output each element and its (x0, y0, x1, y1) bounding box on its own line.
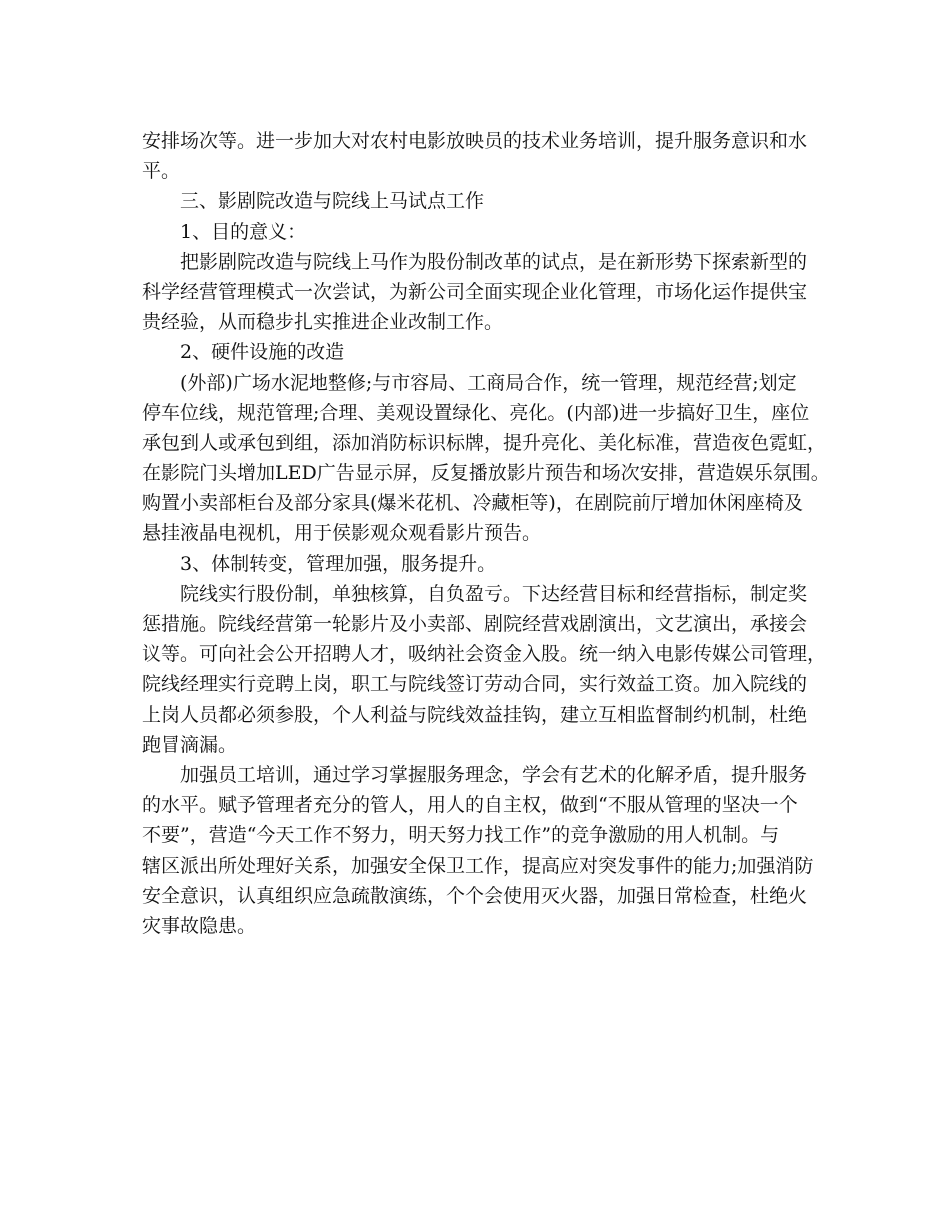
text-line: 平。 (142, 160, 181, 183)
section-heading: 三、影剧院改造与院线上马试点工作 (180, 190, 485, 213)
text-line: 停车位线，规范管理;合理、美观设置绿化、亮化。(内部)进一步搞好卫生，座位 (142, 401, 810, 424)
text-line: 辖区派出所处理好关系，加强安全保卫工作，提高应对突发事件的能力;加强消防 (142, 854, 814, 877)
document-body (142, 126, 830, 941)
text-line: 上岗人员都必须参股，个人利益与院线效益挂钩，建立互相监督制约机制，杜绝 (142, 703, 808, 726)
subsection-heading: 3、体制转变，管理加强，服务提升。 (180, 552, 497, 575)
text-line: 科学经营管理模式一次尝试，为新公司全面实现企业化管理，市场化运作提供宝 (142, 280, 808, 303)
text-line: (外部)广场水泥地整修;与市容局、工商局合作，统一管理，规范经营;划定 (180, 371, 797, 394)
text-line: 加强员工培训，通过学习掌握服务理念，学会有艺术的化解矛盾，提升服务 (180, 763, 808, 786)
subsection-heading: 2、硬件设施的改造 (180, 341, 345, 364)
text-line: 购置小卖部柜台及部分家具(爆米花机、冷藏柜等)，在剧院前厅增加休闲座椅及 (142, 492, 803, 515)
text-line: 在影院门头增加LED广告显示屏，反复播放影片预告和场次安排，营造娱乐氛围。 (142, 462, 830, 485)
text-line: 安排场次等。进一步加大对农村电影放映员的技术业务培训，提升服务意识和水 (142, 130, 808, 152)
text-line: 悬挂液晶电视机，用于侯影观众观看影片预告。 (142, 522, 542, 545)
text-line: 院线经理实行竞聘上岗，职工与院线签订劳动合同，实行效益工资。加入院线的 (142, 673, 808, 696)
text-line: 的水平。赋予管理者充分的管人，用人的自主权，做到“不服从管理的坚决一个 (142, 794, 798, 817)
text-line: 惩措施。院线经营第一轮影片及小卖部、剧院经营戏剧演出，文艺演出，承接会 (142, 613, 808, 635)
text-line: 议等。可向社会公开招聘人才，吸纳社会资金入股。统一纳入电影传媒公司管理， (142, 643, 827, 666)
subsection-heading: 1、目的意义： (180, 220, 307, 243)
text-line: 贵经验，从而稳步扎实推进企业改制工作。 (142, 311, 504, 334)
text-line: 不要”，营造“今天工作不努力，明天努力找工作”的竞争激励的用人机制。与 (142, 824, 780, 847)
text-line: 院线实行股份制，单独核算，自负盈亏。下达经营目标和经营指标，制定奖 (180, 582, 808, 605)
text-line: 安全意识，认真组织应急疏散演练，个个会使用灭火器，加强日常检查，杜绝火 (142, 884, 808, 907)
text-line: 跑冒滴漏。 (142, 733, 238, 756)
text-line: 灾事故隐患。 (142, 914, 257, 937)
text-line: 把影剧院改造与院线上马作为股份制改革的试点，是在新形势下探索新型的 (180, 250, 808, 273)
text-line: 承包到人或承包到组，添加消防标识标牌，提升亮化、美化标准，营造夜色霓虹， (142, 431, 827, 454)
